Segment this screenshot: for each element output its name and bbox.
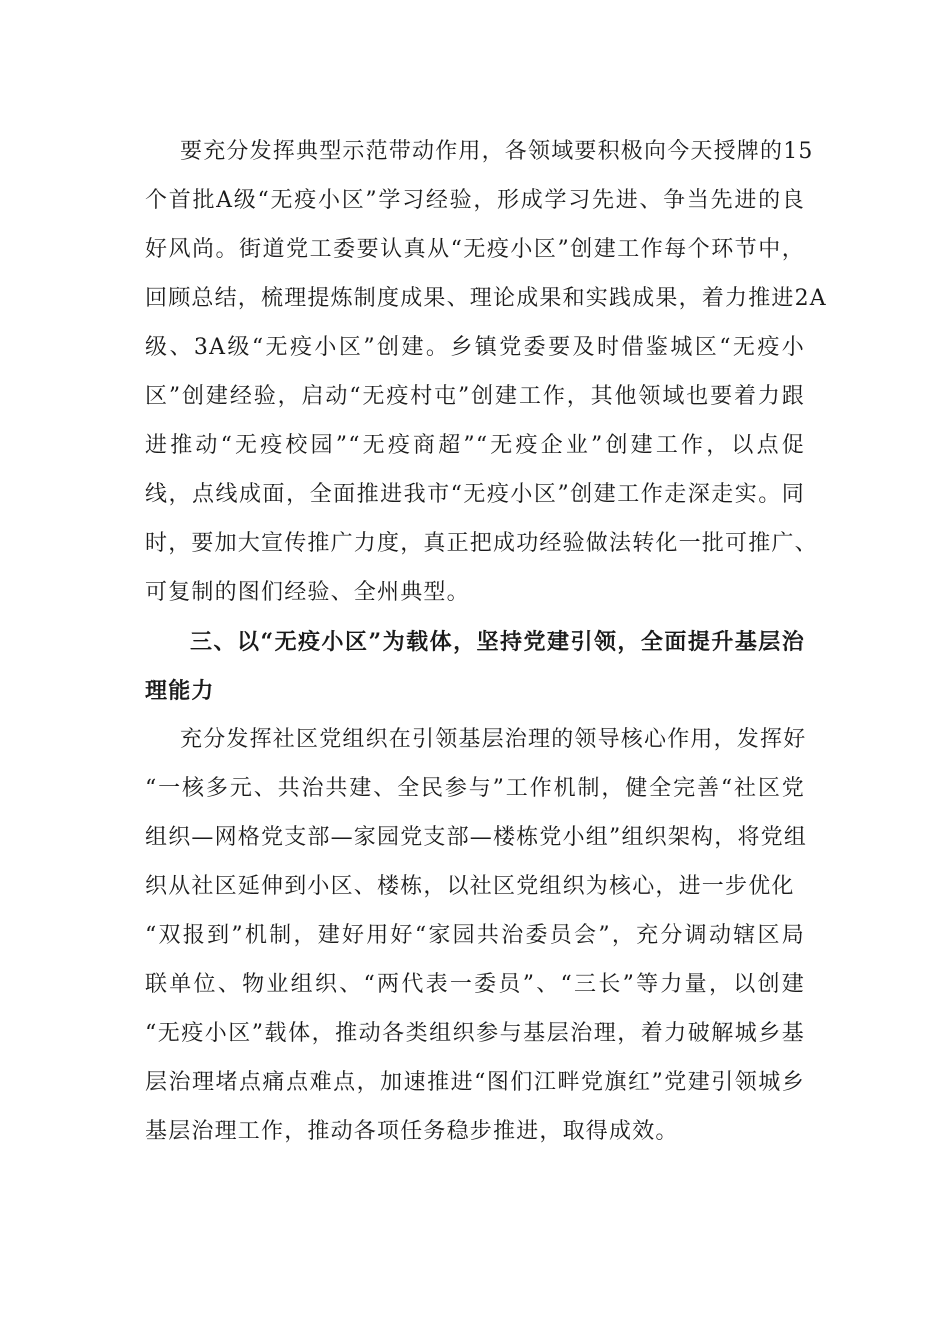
text-line: 组织—网格党支部—家园党支部—楼栋党小组”组织架构，将党组: [145, 825, 808, 850]
text-line: 基层治理工作，推动各项任务稳步推进，取得成效。: [145, 1119, 679, 1144]
text-line: 层治理堵点痛点难点，加速推进“图们江畔党旗红”党建引领城乡: [145, 1070, 805, 1095]
text-line: 时，要加大宣传推广力度，真正把成功经验做法转化一批可推广、: [145, 531, 818, 556]
text-line: 好风尚。街道党工委要认真从“无疫小区”创建工作每个环节中，: [145, 237, 805, 262]
text-line: 线，点线成面，全面推进我市“无疫小区”创建工作走深走实。同: [145, 482, 805, 507]
heading-line: 三、以“无疫小区”为载体，坚持党建引领，全面提升基层治: [190, 629, 805, 655]
text-line: 进推动“无疫校园”“无疫商超”“无疫企业”创建工作，以点促: [145, 433, 805, 458]
text-line: 级、3A级“无疫小区”创建。乡镇党委要及时借鉴城区“无疫小: [145, 335, 805, 360]
text-line: 回顾总结，梳理提炼制度成果、理论成果和实践成果，着力推进2A: [145, 286, 827, 311]
text-line: 织从社区延伸到小区、楼栋，以社区党组织为核心，进一步优化: [145, 874, 795, 899]
text-line: “一核多元、共治共建、全民参与”工作机制，健全完善“社区党: [145, 776, 805, 801]
heading-line: 理能力: [145, 678, 215, 704]
text-line: 联单位、物业组织、“两代表一委员”、“三长”等力量，以创建: [145, 972, 805, 997]
text-line: 充分发挥社区党组织在引领基层治理的领导核心作用，发挥好: [180, 727, 807, 752]
text-line: 区”创建经验，启动“无疫村屯”创建工作，其他领域也要着力跟: [145, 384, 805, 409]
text-line: “双报到”机制，建好用好“家园共治委员会”，充分调动辖区局: [145, 923, 805, 948]
text-line: 要充分发挥典型示范带动作用，各领域要积极向今天授牌的15: [180, 139, 814, 164]
text-line: 可复制的图们经验、全州典型。: [145, 580, 470, 605]
text-line: 个首批A级“无疫小区”学习经验，形成学习先进、争当先进的良: [145, 188, 805, 213]
text-line: “无疫小区”载体，推动各类组织参与基层治理，着力破解城乡基: [145, 1021, 805, 1046]
